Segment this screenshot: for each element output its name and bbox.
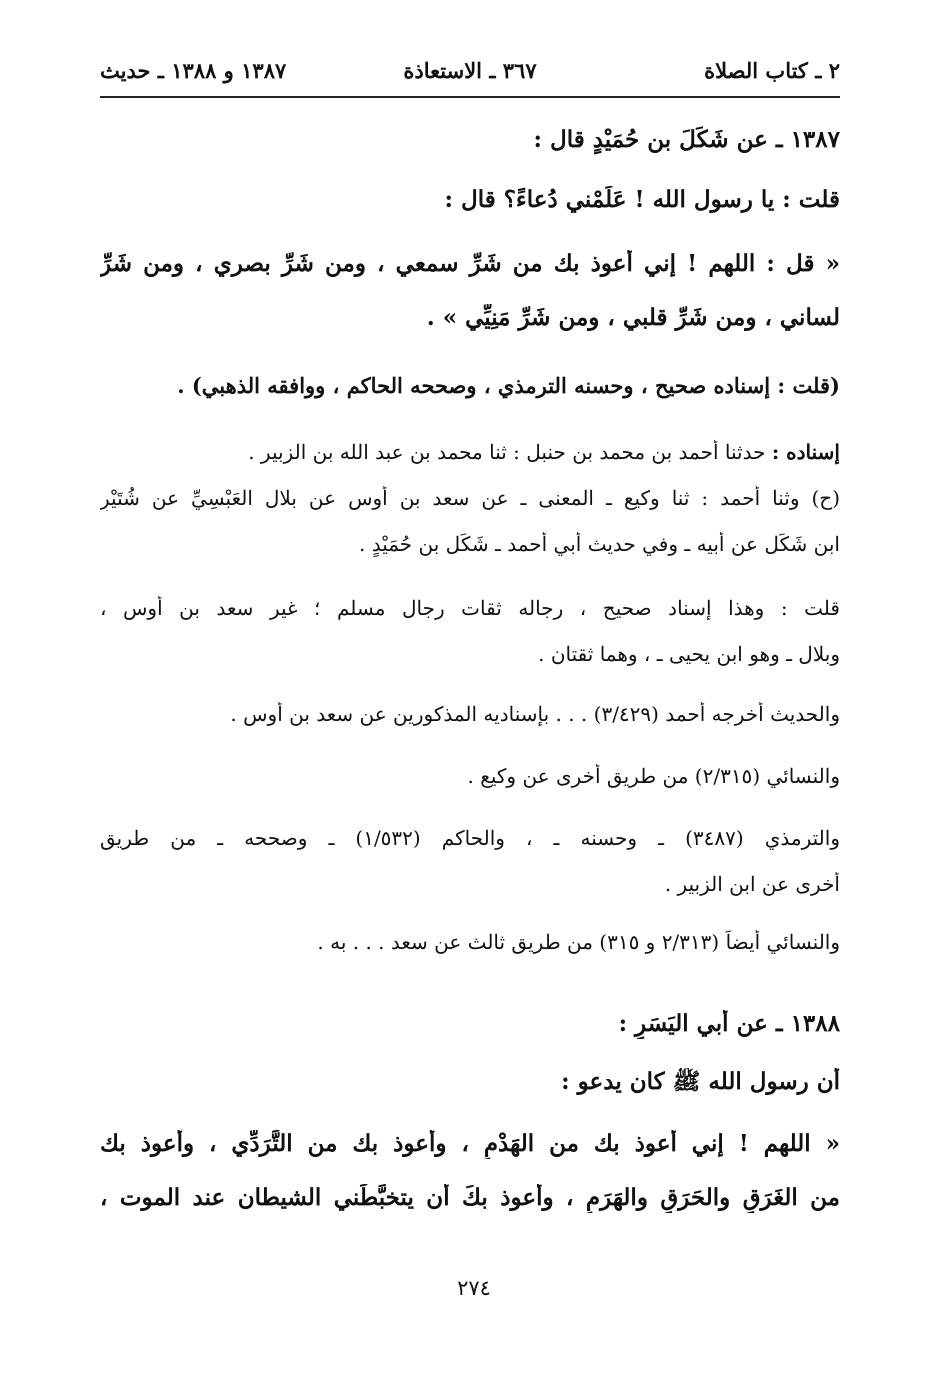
header-chapter-title: ٣٦٧ ـ الاستعاذة — [403, 58, 537, 83]
hadith-1388-intro: أن رسول الله ﷺ كان يدعو : — [561, 1068, 840, 1095]
hadith-1388-dua-line-2: من الغَرَقِ والحَرَقِ والهَرَمِ ، وأعوذ بكَ أن يتخبَّطَني الشيطان عند الموت ، — [100, 1184, 840, 1211]
hadith-1387-takhrij-1: والحديث أخرجه أحمد (٣/٤٢٩) . . . بإسناديه المذكورين عن سعد بن أوس . — [230, 702, 840, 726]
header-rule — [100, 96, 840, 98]
hadith-1387-takhrij-3-line-1: والترمذي (٣٤٨٧) ـ وحسنه ـ ، والحاكم (١/٥٣٢) ـ وصححه ـ من طريق — [100, 826, 840, 850]
isnad-line-1-text: حدثنا أحمد بن محمد بن حنبل : ثنا محمد بن عبد الله بن الزبير . — [248, 440, 772, 464]
hadith-1387-isnad-line-2: (ح) وثنا أحمد : ثنا وكيع ـ المعنى ـ عن سعد بن أوس عن بلال العَبْسِيِّ عن شُتَيْرِ — [100, 486, 840, 510]
hadith-1387-takhrij-2: والنسائي (٢/٣١٥) من طريق أخرى عن وكيع . — [467, 764, 840, 788]
hadith-1387-takhrij-3-line-2: أخرى عن ابن الزبير . — [664, 872, 840, 896]
hadith-1387-takhrij-4: والنسائي أيضاً (٢/٣١٣ و ٣١٥) من طريق ثالث عن سعد . . . به . — [317, 930, 840, 954]
hadith-1387-isnad-line-3: ابن شَكَل عن أبيه ـ وفي حديث أبي أحمد ـ شَكَل بن حُمَيْدٍ . — [359, 532, 840, 556]
page-number: ٢٧٤ — [457, 1276, 491, 1300]
header-book-title: ٢ ـ كتاب الصلاة — [704, 58, 840, 83]
hadith-1388-dua-line-1: « اللهم ! إني أعوذ بك من الهَدْمِ ، وأعوذ بك من التَّرَدِّي ، وأعوذ بك — [100, 1130, 840, 1157]
hadith-1387-comment-line-2: وبلال ـ وهو ابن يحيى ـ ، وهما ثقتان . — [538, 642, 840, 666]
running-header — [100, 58, 840, 94]
hadith-1387-dua-line-2: لساني ، ومن شَرِّ قلبي ، ومن شَرِّ مَنِيِّي » . — [426, 304, 840, 331]
hadith-1387-grading: (قلت : إسناده صحيح ، وحسنه الترمذي ، وصححه الحاكم ، ووافقه الذهبي) . — [177, 373, 840, 398]
hadith-1387-isnad-line-1 — [100, 440, 840, 465]
hadith-1387-title: ١٣٨٧ ـ عن شَكَلَ بن حُمَيْدٍ قال : — [533, 126, 840, 153]
hadith-1387-dua-line-1: « قل : اللهم ! إني أعوذ بك من شَرِّ سمعي ، ومن شَرِّ بصري ، ومن شَرِّ — [100, 250, 840, 277]
hadith-1387-question: قلت : يا رسول الله ! عَلِّمْني دُعاءً؟ قال : — [444, 186, 840, 213]
header-hadith-range: ١٣٨٧ و ١٣٨٨ ـ حديث — [100, 58, 287, 83]
isnad-label: إسناده : — [771, 440, 840, 464]
hadith-1388-title: ١٣٨٨ ـ عن أبي اليَسَرِ : — [618, 1010, 840, 1037]
hadith-1387-comment-line-1: قلت : وهذا إسناد صحيح ، رجاله ثقات رجال مسلم ؛ غير سعد بن أوس ، — [100, 596, 840, 620]
